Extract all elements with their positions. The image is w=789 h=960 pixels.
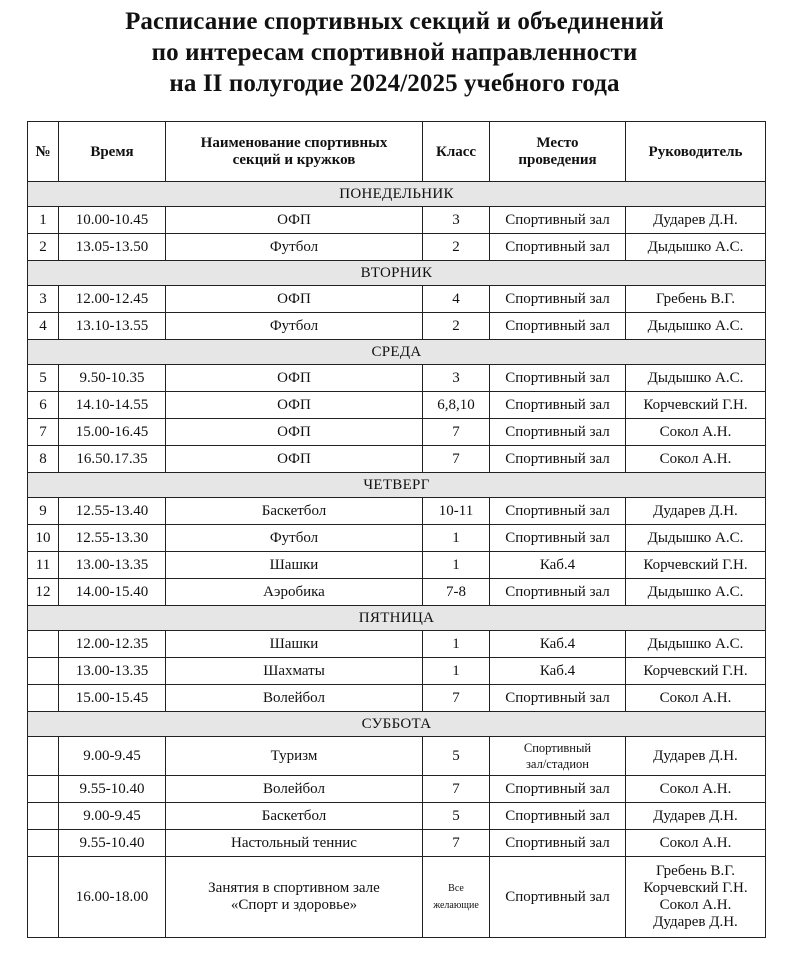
cell-leader: Дударев Д.Н. <box>626 207 766 234</box>
cell-num <box>28 685 59 712</box>
cell-place: Спортивный зал <box>490 830 626 857</box>
header-place-line-2: проведения <box>518 151 597 168</box>
day-name: СРЕДА <box>28 340 766 365</box>
cell-class: 5 <box>423 803 490 830</box>
cell-name: ОФП <box>166 207 423 234</box>
cell-num <box>28 776 59 803</box>
cell-time: 10.00-10.45 <box>59 207 166 234</box>
day-header <box>28 182 766 207</box>
header-name <box>166 122 423 182</box>
cell-num: 2 <box>28 234 59 261</box>
cell-num: 7 <box>28 419 59 446</box>
cell-name: Шашки <box>166 631 423 658</box>
header-leader: Руководитель <box>626 122 766 182</box>
cell-num: 10 <box>28 525 59 552</box>
cell-leader: Сокол А.Н. <box>626 830 766 857</box>
cell-name: Шахматы <box>166 658 423 685</box>
table-row <box>28 207 766 234</box>
cell-name: Туризм <box>166 737 423 776</box>
cell-class: 1 <box>423 525 490 552</box>
cell-place: Спортивный зал <box>490 392 626 419</box>
cell-leader: Сокол А.Н. <box>626 446 766 473</box>
cell-place: Спортивный зал <box>490 286 626 313</box>
cell-time: 12.55-13.40 <box>59 498 166 525</box>
cell-class: 7 <box>423 776 490 803</box>
day-header-saturday <box>28 712 766 737</box>
cell-class: 3 <box>423 207 490 234</box>
cell-leader: Дыдышко А.С. <box>626 525 766 552</box>
cell-name: Шашки <box>166 552 423 579</box>
table-row <box>28 658 766 685</box>
cell-name: Футбол <box>166 525 423 552</box>
table-row <box>28 392 766 419</box>
cell-class: 4 <box>423 286 490 313</box>
leader-line-3: Сокол А.Н. <box>659 897 732 913</box>
cell-place-line-1: Спортивный <box>523 741 592 755</box>
cell-class: 2 <box>423 313 490 340</box>
day-name: СУББОТА <box>28 712 766 737</box>
cell-leader: Дыдышко А.С. <box>626 234 766 261</box>
table-row <box>28 857 766 938</box>
cell-time: 12.55-13.30 <box>59 525 166 552</box>
table-row <box>28 803 766 830</box>
day-header <box>28 340 766 365</box>
cell-time: 15.00-15.45 <box>59 685 166 712</box>
cell-place: Спортивный зал <box>490 579 626 606</box>
cell-place: Спортивный зал <box>490 803 626 830</box>
cell-place: Спортивный зал <box>490 446 626 473</box>
cell-name-line-1: Занятия в спортивном зале <box>208 880 380 896</box>
cell-place: Спортивный зал <box>490 498 626 525</box>
cell-num <box>28 803 59 830</box>
cell-name-line-2: «Спорт и здоровье» <box>230 897 358 913</box>
cell-name: Футбол <box>166 234 423 261</box>
cell-time: 9.00-9.45 <box>59 803 166 830</box>
cell-class: 1 <box>423 631 490 658</box>
schedule-table <box>27 121 766 938</box>
cell-place: Спортивный зал <box>490 419 626 446</box>
day-header <box>28 261 766 286</box>
cell-name: Баскетбол <box>166 803 423 830</box>
cell-leader: Корчевский Г.Н. <box>626 658 766 685</box>
cell-time: 15.00-16.45 <box>59 419 166 446</box>
cell-num: 5 <box>28 365 59 392</box>
cell-leader: Дыдышко А.С. <box>626 313 766 340</box>
cell-place: Каб.4 <box>490 631 626 658</box>
header-time: Время <box>59 122 166 182</box>
table-row <box>28 498 766 525</box>
cell-class: 3 <box>423 365 490 392</box>
cell-leader: Дударев Д.Н. <box>626 498 766 525</box>
cell-num: 6 <box>28 392 59 419</box>
day-name: ВТОРНИК <box>28 261 766 286</box>
cell-time: 13.05-13.50 <box>59 234 166 261</box>
table-row <box>28 446 766 473</box>
cell-class: 7 <box>423 446 490 473</box>
cell-time: 9.50-10.35 <box>59 365 166 392</box>
cell-time: 13.00-13.35 <box>59 552 166 579</box>
cell-leader: Сокол А.Н. <box>626 419 766 446</box>
cell-name: Баскетбол <box>166 498 423 525</box>
cell-time: 16.50.17.35 <box>59 446 166 473</box>
cell-class: 7 <box>423 419 490 446</box>
cell-name: ОФП <box>166 286 423 313</box>
document-title <box>0 6 789 99</box>
cell-leader: Сокол А.Н. <box>626 776 766 803</box>
cell-place: Спортивный зал <box>490 776 626 803</box>
cell-place: Каб.4 <box>490 552 626 579</box>
cell-num <box>28 631 59 658</box>
cell-class: 1 <box>423 552 490 579</box>
cell-place: Спортивный зал <box>490 234 626 261</box>
cell-place: Спортивный зал <box>490 525 626 552</box>
cell-class: 6,8,10 <box>423 392 490 419</box>
cell-class: 5 <box>423 737 490 776</box>
header-place-line-1: Место <box>536 134 579 151</box>
cell-name: ОФП <box>166 365 423 392</box>
cell-class: 1 <box>423 658 490 685</box>
cell-name: ОФП <box>166 446 423 473</box>
cell-time: 13.10-13.55 <box>59 313 166 340</box>
table-row <box>28 234 766 261</box>
table-row <box>28 552 766 579</box>
cell-name: ОФП <box>166 419 423 446</box>
cell-class: 10-11 <box>423 498 490 525</box>
cell-place: Спортивный зал <box>490 207 626 234</box>
day-name: ПЯТНИЦА <box>28 606 766 631</box>
cell-num <box>28 737 59 776</box>
leader-line-4: Дударев Д.Н. <box>653 914 738 930</box>
day-name: ЧЕТВЕРГ <box>28 473 766 498</box>
cell-class <box>423 857 490 938</box>
cell-leader: Гребень В.Г. <box>626 286 766 313</box>
cell-num: 1 <box>28 207 59 234</box>
table-row <box>28 631 766 658</box>
cell-leader: Дыдышко А.С. <box>626 579 766 606</box>
cell-name: Волейбол <box>166 776 423 803</box>
cell-leader: Дыдышко А.С. <box>626 365 766 392</box>
day-name: ПОНЕДЕЛЬНИК <box>28 182 766 207</box>
cell-place: Каб.4 <box>490 658 626 685</box>
cell-leader: Дыдышко А.С. <box>626 631 766 658</box>
cell-num <box>28 658 59 685</box>
cell-num: 9 <box>28 498 59 525</box>
cell-name: Аэробика <box>166 579 423 606</box>
header-row <box>28 122 766 182</box>
table-row <box>28 419 766 446</box>
schedule-body <box>28 182 766 938</box>
title-line-1: Расписание спортивных секций и объединений <box>125 8 664 35</box>
cell-time: 9.55-10.40 <box>59 776 166 803</box>
header-place <box>490 122 626 182</box>
cell-leader: Корчевский Г.Н. <box>626 552 766 579</box>
cell-leader: Сокол А.Н. <box>626 685 766 712</box>
cell-class: 7 <box>423 830 490 857</box>
table-row <box>28 313 766 340</box>
day-header <box>28 473 766 498</box>
table-row <box>28 286 766 313</box>
table-row <box>28 579 766 606</box>
cell-time: 14.00-15.40 <box>59 579 166 606</box>
leader-line-2: Корчевский Г.Н. <box>643 880 748 896</box>
cell-leader: Дударев Д.Н. <box>626 737 766 776</box>
cell-time: 13.00-13.35 <box>59 658 166 685</box>
cell-place: Спортивный зал <box>490 685 626 712</box>
cell-place: Спортивный зал <box>490 313 626 340</box>
cell-num <box>28 830 59 857</box>
cell-time: 16.00-18.00 <box>59 857 166 938</box>
cell-name: Настольный теннис <box>166 830 423 857</box>
title-line-2: по интересам спортивной направленности <box>151 39 638 66</box>
cell-name: ОФП <box>166 392 423 419</box>
header-class: Класс <box>423 122 490 182</box>
cell-num: 4 <box>28 313 59 340</box>
cell-class: 7 <box>423 685 490 712</box>
cell-class: 2 <box>423 234 490 261</box>
cell-name: Футбол <box>166 313 423 340</box>
cell-class-line-1: Все <box>448 883 464 894</box>
cell-leader <box>626 857 766 938</box>
table-row <box>28 830 766 857</box>
cell-time: 12.00-12.35 <box>59 631 166 658</box>
cell-time: 14.10-14.55 <box>59 392 166 419</box>
cell-place: Спортивный зал <box>490 857 626 938</box>
cell-place <box>490 737 626 776</box>
table-row <box>28 525 766 552</box>
cell-class-line-2: желающие <box>433 900 479 911</box>
table-row <box>28 737 766 776</box>
cell-num: 11 <box>28 552 59 579</box>
cell-leader: Корчевский Г.Н. <box>626 392 766 419</box>
cell-time: 9.00-9.45 <box>59 737 166 776</box>
cell-num: 3 <box>28 286 59 313</box>
cell-num: 8 <box>28 446 59 473</box>
day-header <box>28 606 766 631</box>
cell-num: 12 <box>28 579 59 606</box>
cell-time: 12.00-12.45 <box>59 286 166 313</box>
cell-place-line-2: зал/стадион <box>525 757 589 771</box>
cell-place: Спортивный зал <box>490 365 626 392</box>
header-name-line-2: секций и кружков <box>232 151 356 168</box>
table-row <box>28 685 766 712</box>
cell-leader: Дударев Д.Н. <box>626 803 766 830</box>
header-num: № <box>28 122 59 182</box>
cell-name: Волейбол <box>166 685 423 712</box>
leader-line-1: Гребень В.Г. <box>655 863 736 879</box>
cell-name <box>166 857 423 938</box>
table-row <box>28 365 766 392</box>
cell-time: 9.55-10.40 <box>59 830 166 857</box>
cell-num <box>28 857 59 938</box>
table-row <box>28 776 766 803</box>
header-name-line-1: Наименование спортивных <box>200 134 388 151</box>
cell-class: 7-8 <box>423 579 490 606</box>
title-line-3: на II полугодие 2024/2025 учебного года <box>169 70 620 97</box>
